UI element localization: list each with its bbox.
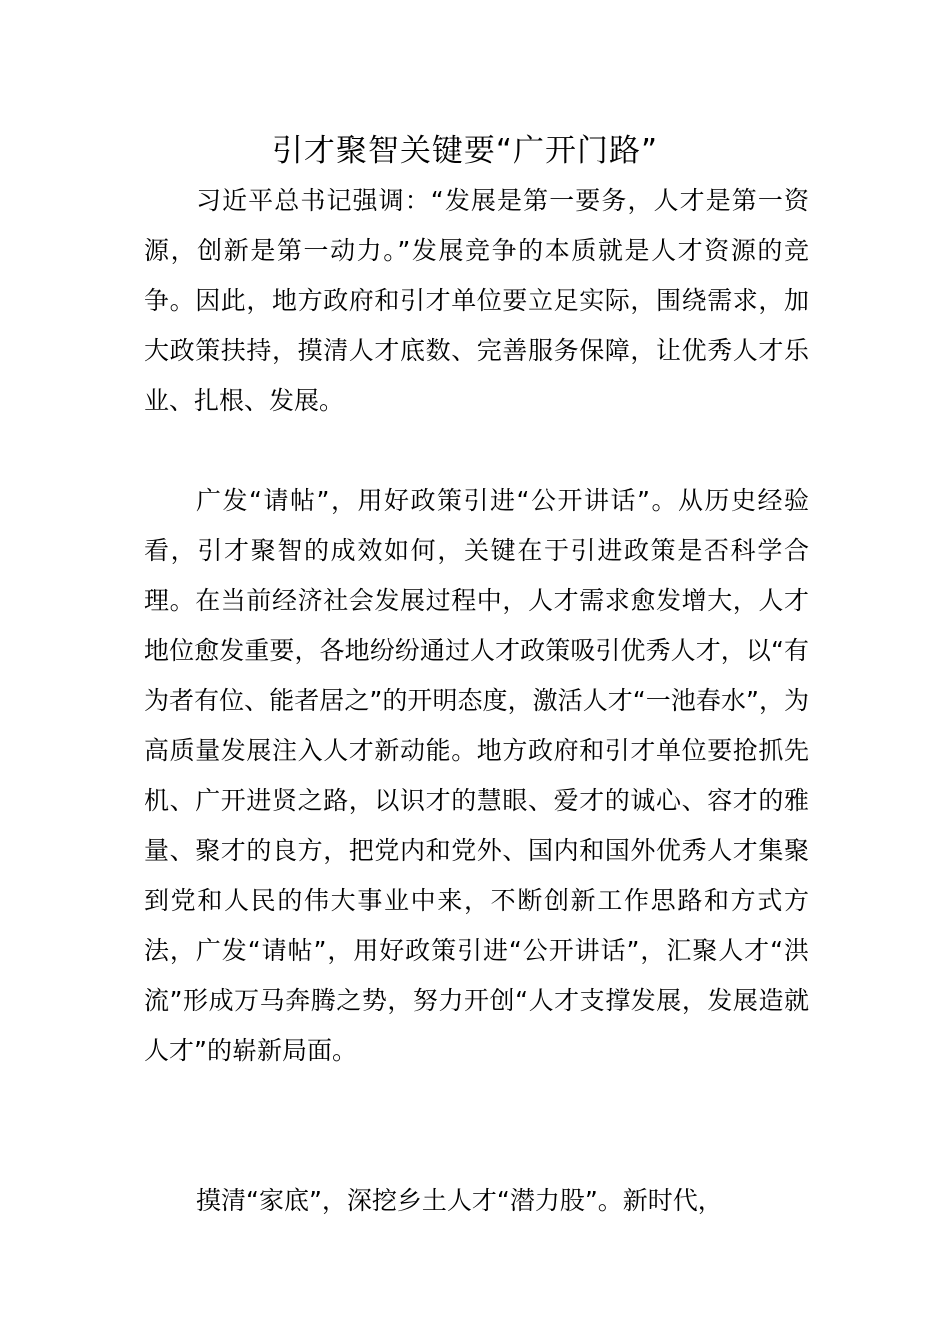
paragraph-local-talent: 摸清“家底”，深挖乡土人才“潜力股”。新时代， [196,1186,723,1215]
paragraph-intro: 习近平总书记强调：“发展是第一要务，人才是第一资源，创新是第一动力。”发展竞争的本质就是人才资源的竞争。因此，地方政府和引才单位要立足实际，围绕需求，加大政策扶持，摸清人才底数、完善服务保障，让优秀人才乐业、扎根、发展。 [144,186,809,415]
document-title: 引才聚智关键要“广开门路” [271,133,659,169]
paragraph-invitations: 广发“请帖”，用好政策引进“公开讲话”。从历史经验看，引才聚智的成效如何，关键在于引进政策是否科学合理。在当前经济社会发展过程中，人才需求愈发增大，人才地位愈发重要，各地纷纷通过人才政策吸引优秀人才，以“有为者有位、能者居之”的开明态度，激活人才“一池春水”，为高质量发展注入人才新动能。地方政府和引才单位要抢抓先机、广开进贤之路，以识才的慧眼、爱才的诚心、容才的雅量、聚才的良方，把党内和党外、国内和国外优秀人才集聚到党和人民的伟大事业中来，不断创新工作思路和方式方法，广发“请帖”，用好政策引进“公开讲话”，汇聚人才“洪流”形成万马奔腾之势，努力开创“人才支撑发展，发展造就人才”的崭新局面。 [144,486,809,1065]
